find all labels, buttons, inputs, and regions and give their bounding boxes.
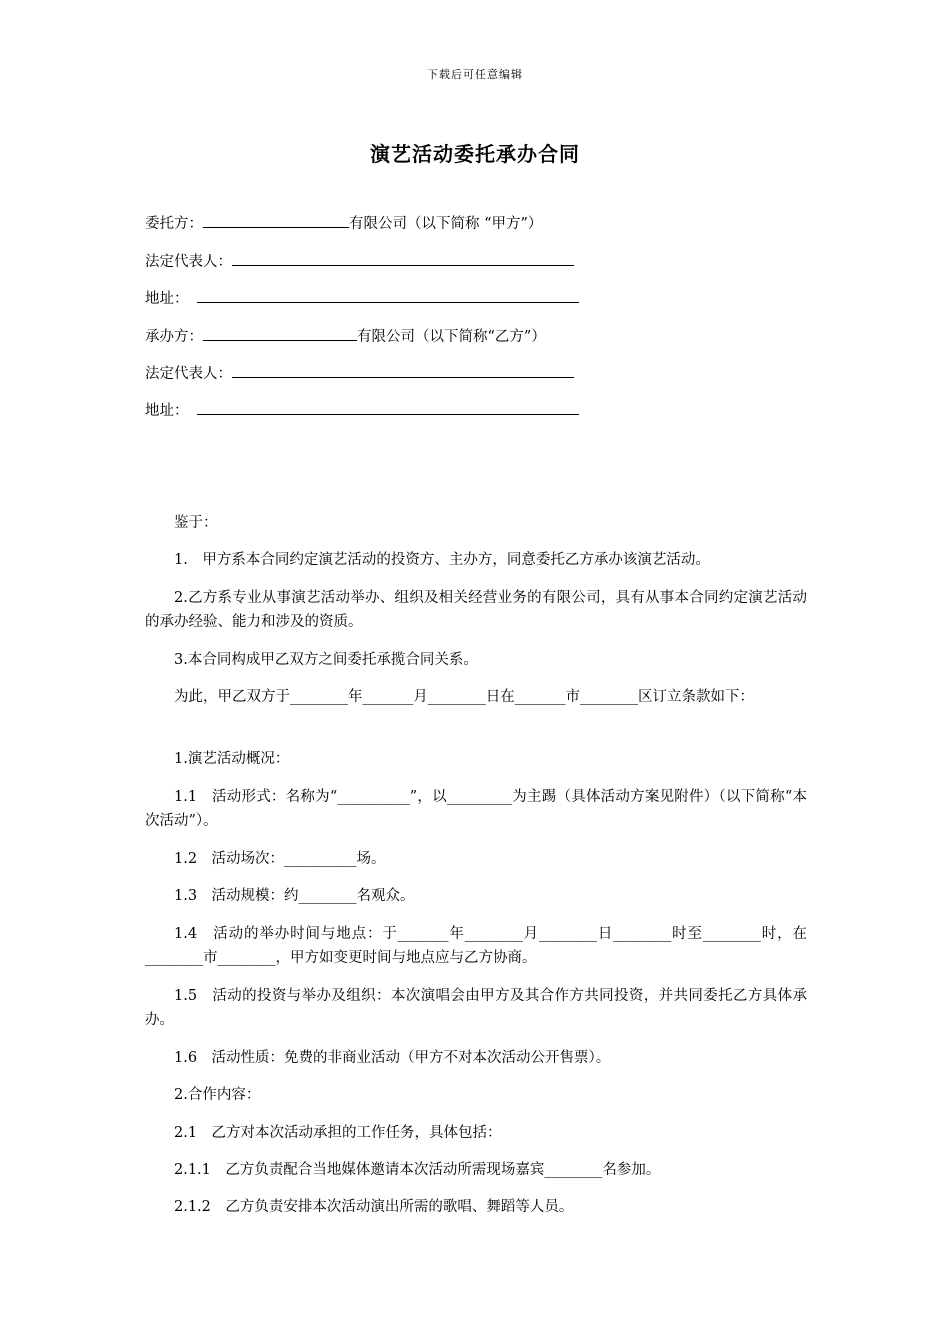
client-label: 委托方：	[145, 216, 203, 232]
client-rep-blank[interactable]	[232, 250, 574, 266]
whereas-heading: 鉴于：	[174, 515, 218, 531]
clause-2-1: 2.1 乙方对本次活动承担的工作任务，具体包括：	[174, 1125, 502, 1141]
client-address-blank[interactable]	[197, 287, 579, 303]
client-rep-line	[145, 250, 574, 271]
client-address-label: 地址：	[145, 291, 189, 307]
clause-1-2: 1.2 活动场次：__________场。	[174, 851, 386, 867]
contractor-line	[145, 325, 546, 346]
contractor-rep-blank[interactable]	[232, 362, 574, 378]
contractor-address-blank[interactable]	[197, 399, 579, 415]
contractor-suffix: 有限公司（以下简称“乙方”）	[357, 329, 546, 345]
whereas-1: 1. 甲方系本合同约定演艺活动的投资方、主办方，同意委托乙方承办该演艺活动。	[174, 552, 710, 568]
document-title: 演艺活动委托承办合同	[370, 142, 580, 166]
contractor-address-label: 地址：	[145, 403, 189, 419]
contractor-rep-line	[145, 362, 574, 383]
clause-2-1-2: 2.1.2 乙方负责安排本次活动演出所需的歌唱、舞蹈等人员。	[174, 1199, 574, 1215]
whereas-3: 3.本合同构成甲乙双方之间委托承揽合同关系。	[174, 652, 478, 668]
clause-1-3: 1.3 活动规模：约________名观众。	[174, 888, 415, 904]
contractor-name-blank[interactable]	[203, 325, 357, 341]
section-2-heading: 2.合作内容：	[174, 1087, 261, 1103]
clause-2-1-1: 2.1.1 乙方负责配合当地媒体邀请本次活动所需现场嘉宾________名参加。	[174, 1162, 661, 1178]
clause-1-4: 1.4 活动的举办时间与地点：于_______年________月________日________时至________时，在________市________，甲方如变更时间与地点应与乙方协商。	[145, 926, 807, 966]
whereas-2: 2.乙方系专业从事演艺活动举办、组织及相关经营业务的有限公司，具有从事本合同约定演艺活动的承办经验、能力和涉及的资质。	[145, 590, 807, 630]
contractor-address-line	[145, 399, 579, 420]
client-name-blank[interactable]	[203, 212, 349, 228]
clause-1-6: 1.6 活动性质：免费的非商业活动（甲方不对本次活动公开售票）。	[174, 1050, 611, 1066]
clause-1-1: 1.1 活动形式：名称为“__________”，以_________为主踢（具体活动方案见附件）（以下简称“本次活动”）。	[145, 789, 807, 829]
agreement-intro: 为此，甲乙双方于________年_______月________日在_______市________区订立条款如下：	[174, 689, 754, 705]
client-line	[145, 212, 542, 233]
clause-1-5: 1.5 活动的投资与举办及组织：本次演唱会由甲方及其合作方共同投资，并共同委托乙方具体承办。	[145, 988, 807, 1028]
contractor-label: 承办方：	[145, 329, 203, 345]
client-address-line	[145, 287, 579, 308]
section-1-heading: 1.演艺活动概况：	[174, 751, 290, 767]
header-note: 下载后可任意编辑	[427, 68, 523, 81]
client-rep-label: 法定代表人：	[145, 254, 232, 270]
client-suffix: 有限公司（以下简称 “甲方”）	[349, 216, 543, 232]
contractor-rep-label: 法定代表人：	[145, 366, 232, 382]
